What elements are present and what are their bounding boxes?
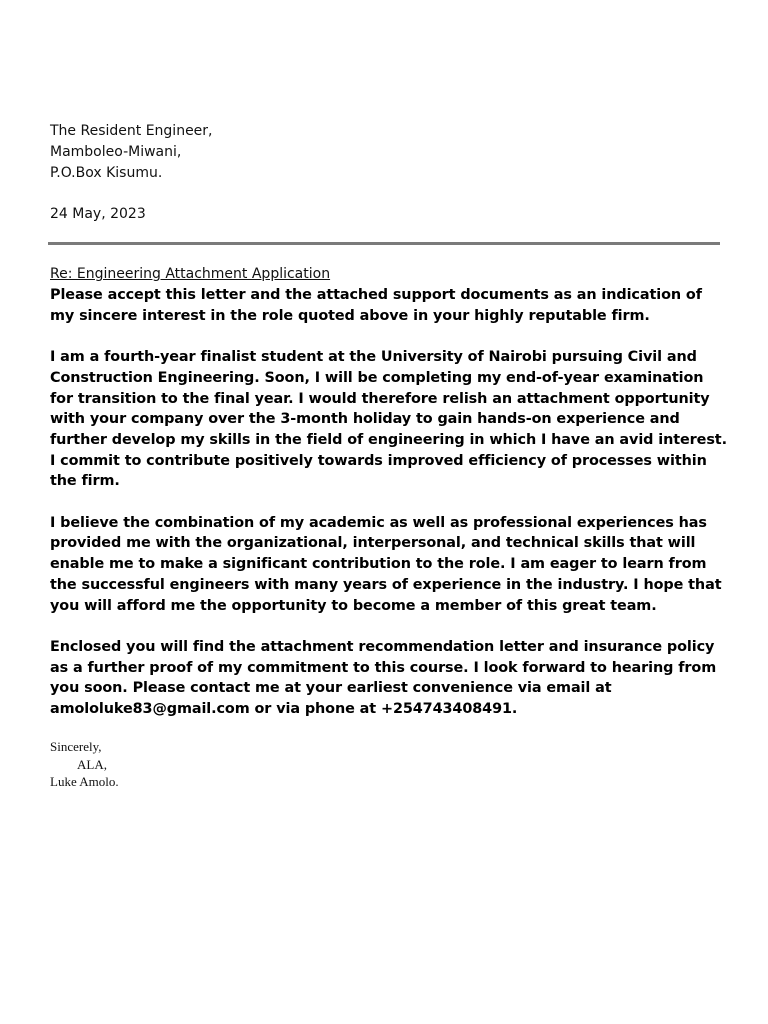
letter-body [50, 285, 730, 740]
closing-initials: ALA, [77, 756, 107, 772]
body-paragraph-4: Enclosed you will find the attachment recommendation letter and insurance policy as a further proof of my commitment to this course. I look forward to hearing from you soon. Please contact me at your earliest convenience via email at amololuke83@gmail.com or via phone at +254743408491. [50, 638, 717, 718]
body-paragraph-3: I believe the combination of my academic as well as professional experiences has provided me with the organizational, interpersonal, and technical skills that will enable me to make a significant contribution to the role. I am eager to learn from the successful engineers with many years of experience in the industry. I hope that you will afford me the opportunity to become a member of this great team. [50, 514, 722, 614]
horizontal-divider [48, 242, 720, 245]
subject-line: Re: Engineering Attachment Application [50, 266, 331, 282]
body-paragraph-2: I am a fourth-year finalist student at the University of Nairobi pursuing Civil and Construction Engineering. Soon, I will be completing my end-of-year examination for transition to the final year. I would therefore relish an attachment opportunity with your company over the 3-month holiday to gain hands-on experience and further develop my skills in the field of engineering in which I have an avid interest. I commit to contribute positively towards improved efficiency of processes within the firm. [50, 349, 727, 490]
letter-date: 24 May, 2023 [50, 206, 146, 222]
letter-closing [50, 738, 119, 791]
closing-name: Luke Amolo. [50, 774, 119, 789]
recipient-line-2: Mamboleo-Miwani, [50, 144, 182, 160]
recipient-address [50, 121, 213, 184]
closing-salutation: Sincerely, [50, 739, 102, 754]
body-paragraph-1: Please accept this letter and the attached support documents as an indication of my sincere interest in the role quoted above in your highly reputable firm. [50, 287, 702, 324]
recipient-line-1: The Resident Engineer, [50, 123, 213, 139]
recipient-line-3: P.O.Box Kisumu. [50, 165, 163, 181]
